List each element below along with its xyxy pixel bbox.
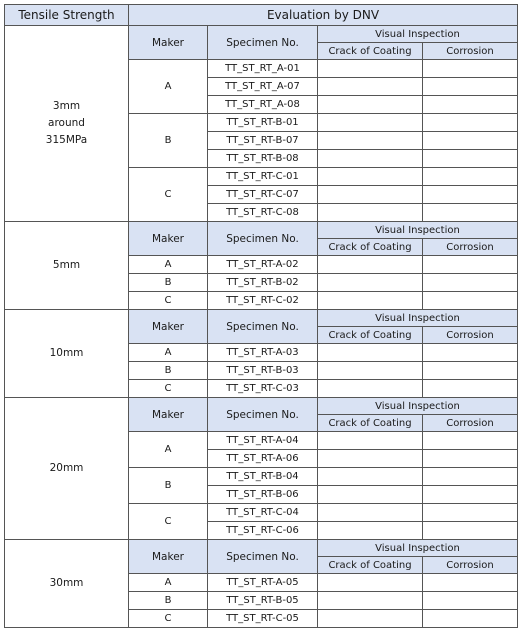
crack-of-coating-cell[interactable] <box>318 432 423 450</box>
corrosion-header: Corrosion <box>423 43 518 60</box>
specimen-cell: TT_ST_RT-A-04 <box>208 432 318 450</box>
specimen-cell: TT_ST_RT-C-08 <box>208 204 318 222</box>
corrosion-cell[interactable] <box>423 486 518 504</box>
crack-of-coating-cell[interactable] <box>318 362 423 380</box>
specimen-no-header: Specimen No. <box>208 26 318 60</box>
crack-of-coating-cell[interactable] <box>318 522 423 540</box>
corrosion-cell[interactable] <box>423 292 518 310</box>
corrosion-cell[interactable] <box>423 274 518 292</box>
corrosion-cell[interactable] <box>423 186 518 204</box>
specimen-cell: TT_ST_RT-C-04 <box>208 504 318 522</box>
specimen-cell: TT_ST_RT-B-02 <box>208 274 318 292</box>
specimen-cell: TT_ST_RT-C-01 <box>208 168 318 186</box>
visual-inspection-header: Visual Inspection <box>318 222 518 239</box>
crack-of-coating-cell[interactable] <box>318 574 423 592</box>
tensile-size-cell <box>5 26 129 222</box>
tensile-size-label: 3mm around 315MPa <box>45 100 88 146</box>
specimen-cell: TT_ST_RT-C-07 <box>208 186 318 204</box>
maker-header: Maker <box>129 398 208 432</box>
corrosion-cell[interactable] <box>423 362 518 380</box>
specimen-cell: TT_ST_RT-C-03 <box>208 380 318 398</box>
visual-inspection-header: Visual Inspection <box>318 398 518 415</box>
specimen-cell: TT_ST_RT-B-06 <box>208 486 318 504</box>
corrosion-cell[interactable] <box>423 132 518 150</box>
crack-of-coating-cell[interactable] <box>318 380 423 398</box>
maker-cell: A <box>129 432 208 468</box>
maker-header: Maker <box>129 222 208 256</box>
maker-cell: A <box>129 60 208 114</box>
inspection-table-container <box>4 4 518 628</box>
crack-of-coating-cell[interactable] <box>318 256 423 274</box>
corrosion-cell[interactable] <box>423 114 518 132</box>
specimen-cell: TT_ST_RT-C-06 <box>208 522 318 540</box>
corrosion-cell[interactable] <box>423 522 518 540</box>
crack-of-coating-cell[interactable] <box>318 486 423 504</box>
crack-of-coating-cell[interactable] <box>318 504 423 522</box>
corrosion-cell[interactable] <box>423 168 518 186</box>
maker-cell: A <box>129 344 208 362</box>
crack-of-coating-cell[interactable] <box>318 60 423 78</box>
corrosion-cell[interactable] <box>423 60 518 78</box>
corrosion-cell[interactable] <box>423 256 518 274</box>
corrosion-cell[interactable] <box>423 504 518 522</box>
visual-inspection-header: Visual Inspection <box>318 26 518 43</box>
tensile-size-label: 10mm <box>49 347 84 359</box>
corrosion-cell[interactable] <box>423 150 518 168</box>
specimen-no-header: Specimen No. <box>208 222 318 256</box>
crack-of-coating-cell[interactable] <box>318 114 423 132</box>
corrosion-cell[interactable] <box>423 432 518 450</box>
crack-of-coating-cell[interactable] <box>318 78 423 96</box>
specimen-cell: TT_ST_RT-C-02 <box>208 292 318 310</box>
specimen-cell: TT_ST_RT-B-03 <box>208 362 318 380</box>
inspection-table <box>4 4 518 628</box>
specimen-cell: TT_ST_RT-A-02 <box>208 256 318 274</box>
corrosion-cell[interactable] <box>423 380 518 398</box>
crack-of-coating-cell[interactable] <box>318 96 423 114</box>
crack-of-coating-cell[interactable] <box>318 150 423 168</box>
specimen-cell: TT_ST_RT-B-04 <box>208 468 318 486</box>
crack-of-coating-cell[interactable] <box>318 186 423 204</box>
maker-cell: B <box>129 114 208 168</box>
crack-of-coating-cell[interactable] <box>318 592 423 610</box>
table-body <box>5 26 518 628</box>
maker-cell: C <box>129 292 208 310</box>
maker-cell: B <box>129 362 208 380</box>
maker-header: Maker <box>129 26 208 60</box>
corrosion-cell[interactable] <box>423 574 518 592</box>
specimen-cell: TT_ST_RT_A-07 <box>208 78 318 96</box>
maker-cell: C <box>129 380 208 398</box>
tensile-size-cell <box>5 540 129 628</box>
specimen-cell: TT_ST_RT-A-06 <box>208 450 318 468</box>
crack-of-coating-cell[interactable] <box>318 292 423 310</box>
tensile-size-cell <box>5 222 129 310</box>
corrosion-cell[interactable] <box>423 450 518 468</box>
corrosion-header: Corrosion <box>423 327 518 344</box>
maker-cell: B <box>129 274 208 292</box>
crack-of-coating-cell[interactable] <box>318 610 423 628</box>
maker-cell: A <box>129 256 208 274</box>
crack-of-coating-header: Crack of Coating <box>318 43 423 60</box>
specimen-cell: TT_ST_RT-B-05 <box>208 592 318 610</box>
tensile-size-label: 20mm <box>49 462 84 474</box>
tensile-size-cell <box>5 310 129 398</box>
maker-cell: A <box>129 574 208 592</box>
corrosion-cell[interactable] <box>423 610 518 628</box>
specimen-cell: TT_ST_RT-A-05 <box>208 574 318 592</box>
crack-of-coating-cell[interactable] <box>318 344 423 362</box>
maker-cell: C <box>129 168 208 222</box>
specimen-cell: TT_ST_RT-C-05 <box>208 610 318 628</box>
specimen-no-header: Specimen No. <box>208 310 318 344</box>
maker-cell: C <box>129 504 208 540</box>
crack-of-coating-header: Crack of Coating <box>318 239 423 256</box>
corrosion-cell[interactable] <box>423 78 518 96</box>
evaluation-header: Evaluation by DNV <box>129 5 518 26</box>
corrosion-header: Corrosion <box>423 239 518 256</box>
tensile-strength-header: Tensile Strength <box>5 5 129 26</box>
specimen-cell: TT_ST_RT-B-07 <box>208 132 318 150</box>
specimen-cell: TT_ST_RT_A-01 <box>208 60 318 78</box>
maker-header: Maker <box>129 540 208 574</box>
maker-cell: B <box>129 592 208 610</box>
visual-inspection-header: Visual Inspection <box>318 540 518 557</box>
specimen-cell: TT_ST_RT-B-08 <box>208 150 318 168</box>
maker-header: Maker <box>129 310 208 344</box>
specimen-cell: TT_ST_RT_A-08 <box>208 96 318 114</box>
crack-of-coating-header: Crack of Coating <box>318 415 423 432</box>
tensile-size-label: 30mm <box>49 577 84 589</box>
tensile-size-label: 5mm <box>52 259 81 271</box>
corrosion-header: Corrosion <box>423 557 518 574</box>
crack-of-coating-cell[interactable] <box>318 168 423 186</box>
corrosion-cell[interactable] <box>423 592 518 610</box>
maker-cell: B <box>129 468 208 504</box>
crack-of-coating-cell[interactable] <box>318 132 423 150</box>
crack-of-coating-cell[interactable] <box>318 468 423 486</box>
corrosion-cell[interactable] <box>423 96 518 114</box>
specimen-no-header: Specimen No. <box>208 398 318 432</box>
specimen-no-header: Specimen No. <box>208 540 318 574</box>
corrosion-cell[interactable] <box>423 344 518 362</box>
corrosion-cell[interactable] <box>423 468 518 486</box>
specimen-cell: TT_ST_RT-B-01 <box>208 114 318 132</box>
crack-of-coating-cell[interactable] <box>318 450 423 468</box>
crack-of-coating-cell[interactable] <box>318 204 423 222</box>
corrosion-cell[interactable] <box>423 204 518 222</box>
specimen-cell: TT_ST_RT-A-03 <box>208 344 318 362</box>
maker-cell: C <box>129 610 208 628</box>
crack-of-coating-cell[interactable] <box>318 274 423 292</box>
tensile-size-cell <box>5 398 129 540</box>
corrosion-header: Corrosion <box>423 415 518 432</box>
crack-of-coating-header: Crack of Coating <box>318 557 423 574</box>
visual-inspection-header: Visual Inspection <box>318 310 518 327</box>
crack-of-coating-header: Crack of Coating <box>318 327 423 344</box>
